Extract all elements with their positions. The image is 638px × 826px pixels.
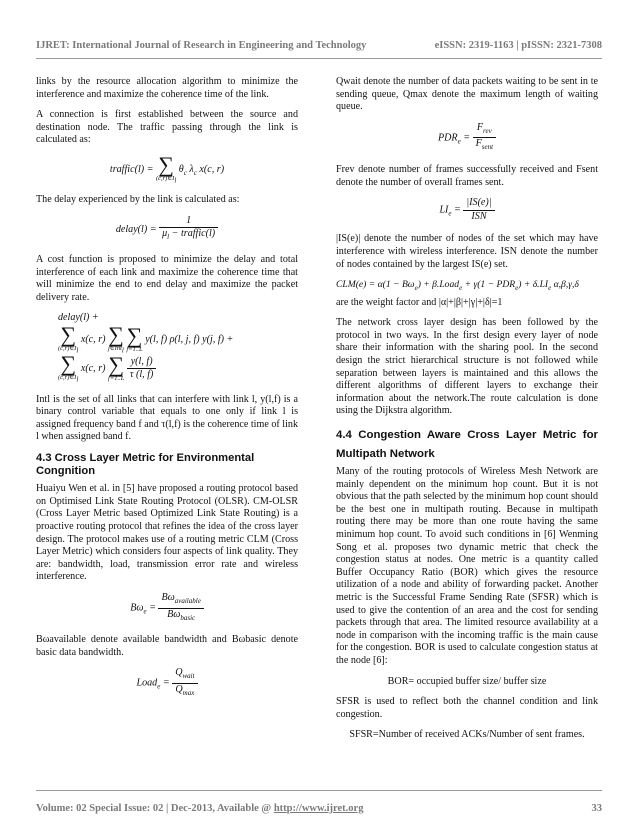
- paragraph: links by the resource allocation algorithm to minimize the interference and maximize the coherence time of the link.: [36, 76, 298, 100]
- paragraph: A connection is first established between the source and destination node. The traffic passing through the link is calculated as:: [36, 109, 298, 146]
- issn: eISSN: 2319-1163 | pISSN: 2321-7308: [434, 40, 602, 51]
- page-number: 33: [591, 803, 602, 814]
- paragraph: |IS(e)| denote the number of nodes of the set which may have interference with wireless interference. ISN denote the number of nodes contained by the largest IS(e) set.: [336, 233, 598, 270]
- cost-equation: delay(l) + ∑ $(c,r)\in I_l$ x(c, r) ∑ j∈Int$_l$ ∑ f=1..L y(l, f) ρ(l, j, f) y(j, f) + ∑ $(c,r)\in I_l$ x(c, r) ∑ f=1..L $\frac{y(l, f)}{\tau (l, f)}$: [58, 312, 234, 384]
- paragraph: Frev denote number of frames successfully received and Fsent denote the number of overall frames sent.: [336, 164, 598, 188]
- left-column: [36, 76, 298, 710]
- paragraph: SFSR is used to reflect both the channel condition and link congestion.: [336, 696, 598, 720]
- footer-volume: [36, 803, 363, 814]
- section-heading-4-4: 4.4 Congestion Aware Cross Layer Metric for Multipath Network: [336, 429, 598, 460]
- paragraph: Intl is the set of all links that can interfere with link l, y(l,f) is a binary control variable that equals to one only if link l is assigned frequency band f and τ(l,f) is the coherence time of link l when assigned band f.: [36, 393, 298, 443]
- bandwidth-equation: $B\omega_e$ = $\frac{B\omega_{available}}{B\omega_{basic}}$: [36, 592, 298, 624]
- header-rule: [36, 58, 602, 59]
- paragraph: Many of the routing protocols of Wireless Mesh Network are mainly dependent on the minimum hop count. But it is not obvious that the path selected by the minimum hop count should be the best one in multipath routing. Because in multipath routing there may be more than one route having the same minimum hop count. To avoid such conditions in [6] Wenming Song et al. proposes two dynamic metric that check the congestion status at nodes. One metric is a quantity called Buffer Occupancy Ratio (BOR) which gives the resource utilization of a node and ability of forwarding packet. Another metric is the Successful Frame Sending Rate (SFSR) which is used to give the contention of an area and the cost for sending packets through that area. The limited resource availability at a node in comparison with the incoming traffic is the main cause for the congestion. BOR is used to calculate congestion status at the node [6]:: [336, 466, 598, 666]
- running-header: [36, 40, 602, 51]
- delay-equation: delay(l) = $\frac{1}{\mu_l - traffic(l)}$: [36, 215, 298, 244]
- load-equation: Load$_e$ = $\frac{Q_{wait}}{Q_{max}}$: [36, 667, 298, 699]
- paragraph: Bωavailable denote available bandwidth and Bωbasic denote basic data bandwidth.: [36, 634, 298, 658]
- section-heading-4-3: 4.3 Cross Layer Metric for Environmental Congnition: [36, 452, 255, 477]
- paragraph: are the weight factor and |α|+|β|+|γ|+|δ|=1: [336, 296, 503, 308]
- journal-title: IJRET: International Journal of Research in Engineering and Technology: [36, 40, 367, 51]
- pdr-equation: $PDR_e$ = $\frac{F_{rev}}{F_{sent}}$: [336, 122, 598, 154]
- li-equation: $LI_e$ = $\frac{|IS(e)|}{\text{ISN}}$: [336, 197, 598, 223]
- footer-volume-text: Volume: 02 Special Issue: 02 | Dec-2013, Available @: [36, 803, 272, 814]
- running-footer: [36, 803, 602, 814]
- footer-rule: [36, 790, 602, 791]
- journal-link[interactable]: http://www.ijret.org: [273, 803, 364, 814]
- sfsr-formula: SFSR=Number of received ACKs/Number of sent frames.: [349, 729, 585, 741]
- right-column: [336, 76, 598, 750]
- traffic-equation: traffic(l) = ∑ $(c,r)\in I_l$ $\theta_c$ $\lambda_c$ x(c, r): [109, 151, 225, 185]
- paragraph: Huaiyu Wen et al. in [5] have proposed a routing protocol based on Optimised Link State Routing Protocol (OLSR). CM-OLSR (Cross Layer Metric based Optimized Link State Routing) is a proactive routing protocol that refines the idea of the cross layer design. The protocol makes use of a routing metric CLM (Cross Layer Metric) which considers four aspects of link quality. They are: bandwidth, load, transmission error rate and wireless interference.: [36, 483, 298, 583]
- paragraph: The network cross layer design has been followed by the protocol in two ways. In the first design every layer of node share their information with the sharing pool. In the second design the strict hierarchical structure is not followed while separation between layers is maintained and this allows the different algorithms of different layers to exchange their information about the network.The route calculation is done using the Dijkstra algorithm.: [336, 317, 598, 417]
- clm-equation: $CLM(e) = \alpha(1 - B\omega_e)$ + β.Load$_e$ + $\gamma(1 - PDR_e) + \delta.LI_e$ α,β,γ,δ: [336, 279, 579, 293]
- paragraph: A cost function is proposed to minimize the delay and total interference of each link and maximize the coherence time that will minimize the end to end delay and maximize the packet delivery rate.: [36, 254, 298, 303]
- bor-formula: BOR= occupied buffer size/ buffer size: [387, 675, 547, 687]
- paragraph: Qwait denote the number of data packets waiting to be sent in te sending queue, Qmax denote the maximum length of waiting queue.: [336, 76, 598, 113]
- paragraph: The delay experienced by the link is calculated as:: [36, 194, 240, 206]
